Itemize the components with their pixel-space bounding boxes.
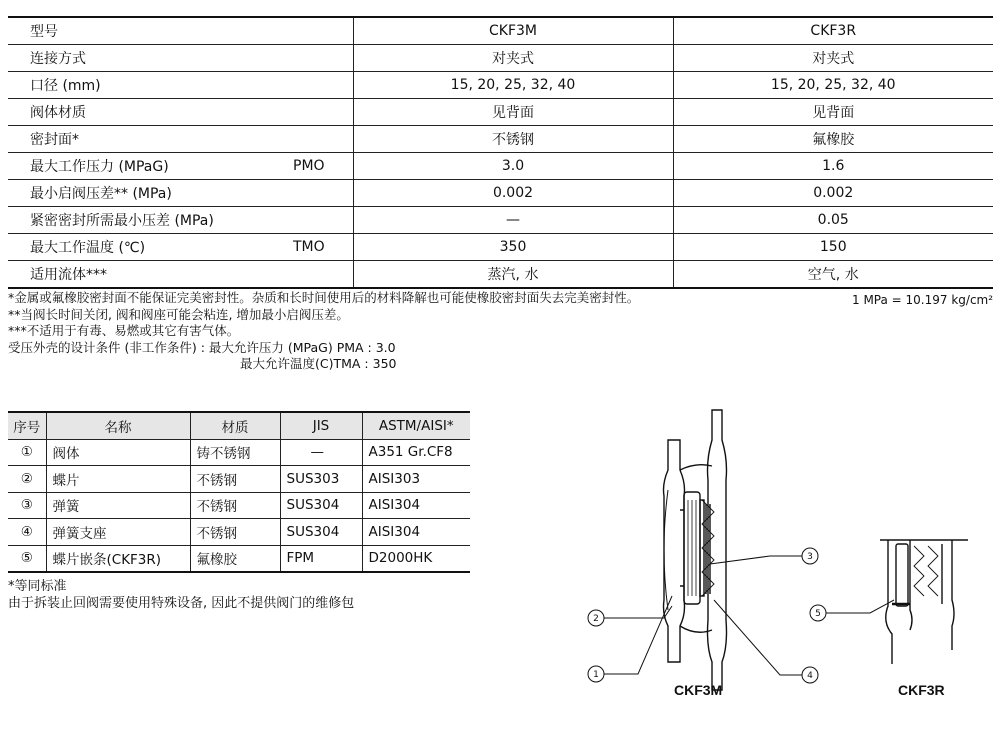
spec-row-symbol: PMO [293, 158, 325, 174]
note-line-indented: 最大允许温度(C)TMA : 350 [240, 356, 397, 371]
spec-row-label: 密封面* [30, 132, 79, 148]
part-no: ④ [8, 519, 46, 546]
callout-3: 3 [807, 552, 813, 562]
parts-row [8, 439, 470, 466]
spec-notes [8, 290, 639, 373]
spec-row-label: 连接方式 [30, 51, 86, 67]
part-no: ① [8, 439, 46, 466]
spec-row [8, 180, 993, 207]
part-astm: AISI303 [362, 466, 470, 493]
spec-row-label: 适用流体*** [30, 267, 107, 283]
spec-row [8, 99, 993, 126]
unit-conversion-note: 1 MPa = 10.197 kg/cm² [852, 293, 994, 307]
part-jis: SUS304 [280, 519, 362, 546]
caption-ckf3m: CKF3M [674, 682, 723, 698]
spec-row [8, 153, 993, 180]
spec-value-ckf3r: 0.05 [673, 207, 993, 234]
footer-line: 由于拆装止回阀需要使用特殊设备, 因此不提供阀门的维修包 [8, 596, 355, 611]
ckf3r-valve-body [880, 540, 968, 664]
spec-row [8, 261, 993, 289]
part-no: ③ [8, 492, 46, 519]
parts-row [8, 545, 470, 572]
parts-header-name: 名称 [46, 412, 190, 439]
spec-value-ckf3m: 3.0 [353, 153, 673, 180]
footer-notes [8, 578, 354, 612]
parts-header-no: 序号 [8, 412, 46, 439]
parts-header-jis: JIS [280, 412, 362, 439]
spec-value-ckf3r: 氟橡胶 [673, 126, 993, 153]
spec-value-ckf3m: 见背面 [353, 99, 673, 126]
part-astm: AISI304 [362, 519, 470, 546]
valve-cross-section-drawings [580, 400, 1000, 738]
part-no: ② [8, 466, 46, 493]
part-material: 不锈钢 [190, 492, 280, 519]
spec-value-ckf3m: 对夹式 [353, 45, 673, 72]
note-line: 受压外壳的设计条件 (非工作条件) : 最大允许压力 (MPaG) PMA : 3.0 [8, 339, 396, 355]
parts-header-astm: ASTM/AISI* [362, 412, 470, 439]
spec-row-label: 最小启阀压差** (MPa) [30, 186, 172, 202]
spec-value-ckf3r: 1.6 [673, 153, 993, 180]
part-name: 阀体 [46, 439, 190, 466]
part-jis: SUS303 [280, 466, 362, 493]
parts-row [8, 466, 470, 493]
spec-value-ckf3m: 0.002 [353, 180, 673, 207]
spec-value-ckf3r: 空气, 水 [673, 261, 993, 289]
part-name: 弹簧 [46, 492, 190, 519]
part-no: ⑤ [8, 545, 46, 572]
spec-value-ckf3r: 见背面 [673, 99, 993, 126]
spec-row-symbol: TMO [293, 239, 325, 255]
footer-line: *等同标准 [8, 579, 67, 594]
part-material: 不锈钢 [190, 519, 280, 546]
note-line: *金属或氟橡胶密封面不能保证完美密封性。杂质和长时间使用后的材料降解也可能使橡胶密封面失去完美密封性。 [8, 290, 640, 305]
parts-header-material: 材质 [190, 412, 280, 439]
spec-table [8, 16, 993, 289]
part-jis: SUS304 [280, 492, 362, 519]
spec-row [8, 234, 993, 261]
part-name: 蝶片嵌条(CKF3R) [46, 545, 190, 572]
callout-circles [588, 548, 826, 683]
parts-header-row [8, 412, 470, 439]
callout-5: 5 [815, 609, 821, 619]
part-jis: — [280, 439, 362, 466]
note-line: ***不适用于有毒、易燃或其它有害气体。 [8, 323, 240, 338]
note-line: **当阀长时间关闭, 阀和阀座可能会粘连, 增加最小启阀压差。 [8, 306, 349, 322]
part-material: 铸不锈钢 [190, 439, 280, 466]
spec-header-col1: CKF3M [353, 17, 673, 45]
spec-value-ckf3m: — [353, 207, 673, 234]
ckf3m-valve-body [664, 410, 727, 690]
part-astm: A351 Gr.CF8 [362, 439, 470, 466]
spec-row [8, 45, 993, 72]
part-material: 氟橡胶 [190, 545, 280, 572]
spec-row-label: 阀体材质 [30, 105, 86, 121]
spec-value-ckf3r: 15, 20, 25, 32, 40 [673, 72, 993, 99]
part-name: 蝶片 [46, 466, 190, 493]
callout-4: 4 [807, 671, 813, 681]
spec-row [8, 126, 993, 153]
part-material: 不锈钢 [190, 466, 280, 493]
spec-header-label: 型号 [8, 17, 353, 45]
spec-row-label: 最大工作压力 (MPaG) [30, 159, 169, 175]
parts-row [8, 519, 470, 546]
part-astm: D2000HK [362, 545, 470, 572]
part-name: 弹簧支座 [46, 519, 190, 546]
spec-value-ckf3r: 150 [673, 234, 993, 261]
spec-value-ckf3m: 15, 20, 25, 32, 40 [353, 72, 673, 99]
spec-header-row [8, 17, 993, 45]
part-astm: AISI304 [362, 492, 470, 519]
spec-value-ckf3m: 蒸汽, 水 [353, 261, 673, 289]
spec-value-ckf3m: 不锈钢 [353, 126, 673, 153]
spec-row-label: 紧密密封所需最小压差 (MPa) [30, 213, 214, 229]
spec-row [8, 207, 993, 234]
callout-leaders [604, 556, 894, 675]
spec-header-col2: CKF3R [673, 17, 993, 45]
callout-2: 2 [593, 614, 599, 624]
spec-value-ckf3r: 对夹式 [673, 45, 993, 72]
parts-row [8, 492, 470, 519]
spec-value-ckf3m: 350 [353, 234, 673, 261]
spec-value-ckf3r: 0.002 [673, 180, 993, 207]
callout-1: 1 [593, 670, 599, 680]
caption-ckf3r: CKF3R [898, 682, 945, 698]
spec-row [8, 72, 993, 99]
spec-row-label: 口径 (mm) [30, 78, 101, 94]
part-jis: FPM [280, 545, 362, 572]
parts-table [8, 411, 470, 573]
spec-row-label: 最大工作温度 (℃) [30, 240, 146, 256]
